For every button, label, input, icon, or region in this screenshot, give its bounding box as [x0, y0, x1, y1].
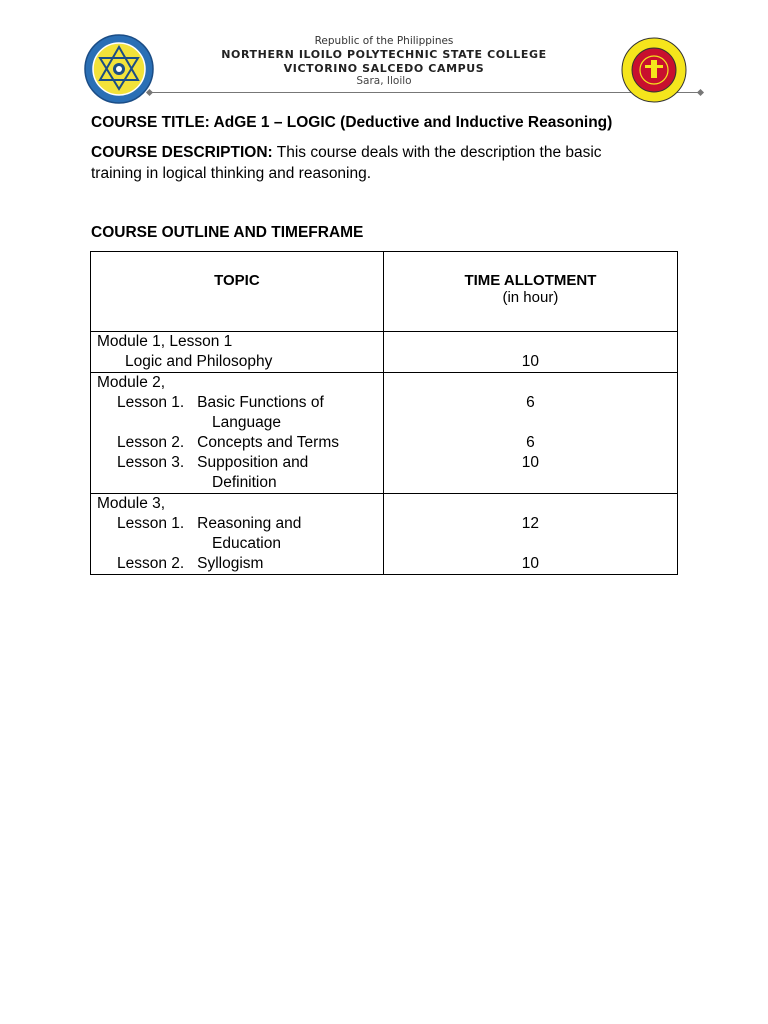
- campus-location: Sara, Iloilo: [356, 75, 412, 87]
- topic-cell: [91, 373, 384, 494]
- module-line: Module 1, Lesson 1: [97, 333, 233, 350]
- module-line: Module 2,: [97, 374, 166, 391]
- course-description: [91, 142, 602, 163]
- time-value: [384, 332, 677, 352]
- table-row: [91, 494, 678, 575]
- time-cell: [383, 494, 677, 575]
- time-value: [384, 494, 677, 514]
- time-value: 10: [521, 555, 540, 572]
- time-value: 6: [526, 434, 535, 451]
- lesson-line-cont: Language: [212, 414, 281, 431]
- table-row: [91, 332, 678, 373]
- time-value: 10: [521, 353, 540, 370]
- lesson-line: Lesson 1. Basic Functions of: [117, 394, 324, 411]
- course-outline-table: [90, 251, 678, 575]
- table-row: [91, 373, 678, 494]
- time-value: [384, 413, 677, 433]
- description-label: COURSE DESCRIPTION:: [91, 144, 273, 161]
- rule-end-right: [697, 88, 704, 95]
- topic-cell: [91, 494, 384, 575]
- header-time: [383, 252, 677, 332]
- college-name: NORTHERN ILOILO POLYTECHNIC STATE COLLEGE: [221, 48, 547, 61]
- lesson-line: Logic and Philosophy: [125, 353, 273, 370]
- time-value: 10: [521, 454, 540, 471]
- header-time-label: TIME ALLOTMENT: [464, 272, 597, 289]
- letterhead: [0, 0, 768, 100]
- topic-cell: [91, 332, 384, 373]
- lesson-line: Lesson 3. Supposition and: [117, 454, 309, 471]
- time-value: 6: [526, 394, 535, 411]
- lesson-line: Lesson 1. Reasoning and: [117, 515, 302, 532]
- time-value: 12: [521, 515, 540, 532]
- time-value: [384, 534, 677, 554]
- lesson-line: Lesson 2. Concepts and Terms: [117, 434, 340, 451]
- description-text-2: training in logical thinking and reasoning.: [91, 165, 372, 182]
- course-title: COURSE TITLE: AdGE 1 – LOGIC (Deductive and Inductive Reasoning): [91, 114, 613, 131]
- campus-name: VICTORINO SALCEDO CAMPUS: [283, 62, 485, 75]
- module-line: Module 3,: [97, 495, 166, 512]
- header-topic: TOPIC: [91, 252, 384, 332]
- time-cell: [383, 332, 677, 373]
- header-rule: [150, 92, 700, 93]
- time-value: [384, 373, 677, 393]
- table-header-row: [91, 252, 678, 332]
- time-cell: [383, 373, 677, 494]
- lesson-line-cont: Education: [212, 535, 281, 552]
- header-time-unit: (in hour): [502, 289, 559, 306]
- lesson-line: Lesson 2. Syllogism: [117, 555, 264, 572]
- description-text-1: This course deals with the description the basic: [272, 144, 602, 161]
- criminology-seal-logo: [621, 37, 687, 103]
- lesson-line-cont: Definition: [212, 474, 277, 491]
- outline-heading: COURSE OUTLINE AND TIMEFRAME: [91, 224, 364, 241]
- time-value: [384, 473, 677, 493]
- republic-line: Republic of the Philippines: [314, 35, 454, 47]
